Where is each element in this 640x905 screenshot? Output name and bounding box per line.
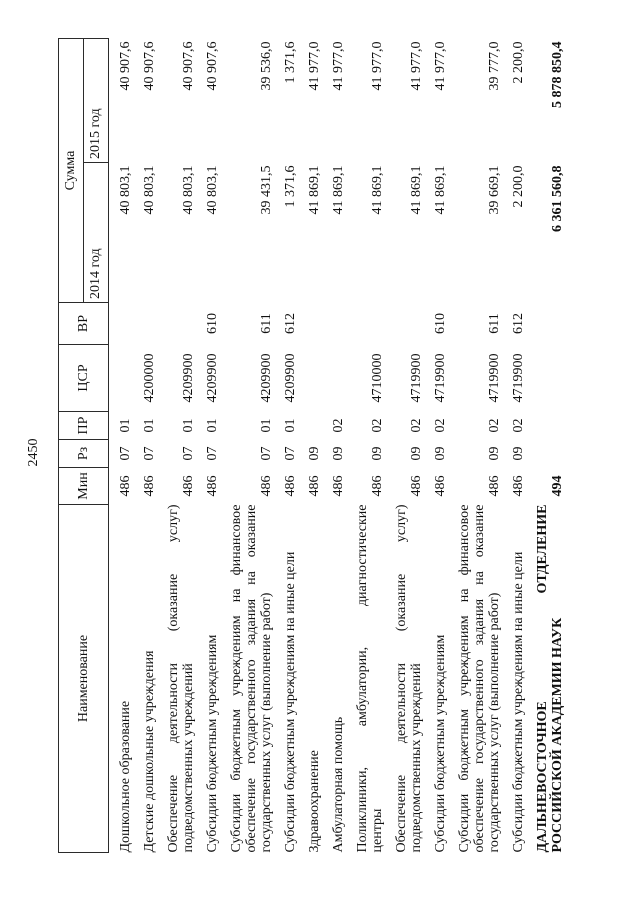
row-name xyxy=(196,505,220,853)
row-code-csr: 4719900 xyxy=(511,353,526,403)
row-name-line: Субсидии бюджетным учреждениям на финансовое xyxy=(457,504,472,853)
row-code-min: 486 xyxy=(511,475,526,497)
row-name xyxy=(322,505,346,853)
header-min: Мин xyxy=(59,468,109,505)
row-code-pr: 02 xyxy=(433,418,448,433)
row-sum-2015: 40 907,6 xyxy=(142,41,157,91)
row-code-csr: 4719900 xyxy=(409,353,424,403)
row-name-line: РОССИЙСКОЙ АКАДЕМИИ НАУК xyxy=(550,617,565,853)
row-sum-2014: 1 371,6 xyxy=(283,165,298,208)
row-code-vr: 612 xyxy=(283,313,298,334)
row-code-csr: 4209900 xyxy=(181,353,196,403)
row-code-csr: 4209900 xyxy=(259,353,274,403)
header-sum: Сумма xyxy=(59,39,84,303)
row-code-vr xyxy=(346,303,385,345)
table-body xyxy=(109,39,566,853)
row-sum-2015: 39 536,0 xyxy=(259,41,274,91)
row-name-line: подведомственных учреждений xyxy=(409,663,424,853)
row-sum-2014: 40 803,1 xyxy=(181,165,196,215)
row-sum-2015: 41 977,0 xyxy=(409,41,424,91)
row-code-min: 486 xyxy=(307,475,322,497)
row-code-pr: 01 xyxy=(118,418,133,433)
row-sum-2015: 41 977,0 xyxy=(370,41,385,91)
row-name xyxy=(274,505,298,853)
row-sum-2014: 41 869,1 xyxy=(331,165,346,215)
row-code-vr xyxy=(526,303,565,345)
row-name-line: центры xyxy=(370,808,385,853)
page-number: 2450 xyxy=(26,438,41,467)
row-code-rz xyxy=(526,440,565,468)
row-sum-2015: 1 371,6 xyxy=(283,41,298,84)
row-code-min: 486 xyxy=(118,475,133,497)
row-code-min: 494 xyxy=(550,475,565,497)
row-code-pr: 02 xyxy=(511,418,526,433)
row-sum-2014: 39 431,5 xyxy=(259,165,274,215)
row-code-pr xyxy=(298,412,322,440)
row-name-line: Амбулаторная помощь xyxy=(331,716,346,853)
row-name-line: Детские дошкольные учреждения xyxy=(142,650,157,853)
row-name-line: Субсидии бюджетным учреждениям на иные цели xyxy=(283,551,298,853)
row-code-csr xyxy=(298,345,322,412)
header-vr: ВР xyxy=(59,303,109,345)
row-code-pr: 01 xyxy=(181,418,196,433)
row-code-min: 486 xyxy=(331,475,346,497)
header-csr: ЦСР xyxy=(59,345,109,412)
row-code-pr: 02 xyxy=(370,418,385,433)
header-name: Наименование xyxy=(59,505,109,853)
row-code-csr: 4200000 xyxy=(142,353,157,403)
row-code-vr: 610 xyxy=(433,313,448,334)
row-code-vr: 611 xyxy=(487,313,502,334)
row-name xyxy=(448,505,502,853)
row-code-vr: 612 xyxy=(511,313,526,334)
row-name-line: обеспечение государственного задания на оказание xyxy=(472,504,487,853)
table-row xyxy=(322,39,346,853)
row-name-line: Субсидии бюджетным учреждениям xyxy=(205,634,220,853)
row-code-vr xyxy=(385,303,424,345)
table-row xyxy=(274,39,298,853)
table-row xyxy=(109,39,134,853)
row-code-min: 486 xyxy=(142,475,157,497)
row-name xyxy=(502,505,526,853)
row-name xyxy=(385,505,424,853)
row-sum-2014: 41 869,1 xyxy=(433,165,448,215)
row-code-pr: 02 xyxy=(409,418,424,433)
row-code-pr: 01 xyxy=(259,418,274,433)
row-name xyxy=(346,505,385,853)
row-code-min: 486 xyxy=(205,475,220,497)
row-name-line: подведомственных учреждений xyxy=(181,663,196,853)
row-name-line: Здравоохранение xyxy=(307,750,322,853)
row-code-min: 486 xyxy=(259,475,274,497)
row-name-line: государственных услуг (выполнение работ) xyxy=(259,592,274,853)
row-code-vr: 610 xyxy=(205,313,220,334)
row-sum-2015: 40 907,6 xyxy=(118,41,133,91)
table-row xyxy=(502,39,526,853)
row-code-rz: 09 xyxy=(487,446,502,461)
row-name xyxy=(424,505,448,853)
row-code-csr xyxy=(526,345,565,412)
row-code-rz: 07 xyxy=(142,446,157,461)
row-code-csr: 4719900 xyxy=(433,353,448,403)
row-code-rz: 09 xyxy=(307,446,322,461)
row-code-rz: 09 xyxy=(370,446,385,461)
table-row xyxy=(424,39,448,853)
table-row xyxy=(133,39,157,853)
row-name-line: Субсидии бюджетным учреждениям xyxy=(433,634,448,853)
row-code-min: 486 xyxy=(283,475,298,497)
row-name xyxy=(220,505,274,853)
row-code-csr xyxy=(322,345,346,412)
row-code-rz: 07 xyxy=(283,446,298,461)
row-sum-2015: 41 977,0 xyxy=(433,41,448,91)
table-row xyxy=(346,39,385,853)
row-name xyxy=(526,505,565,853)
row-name-line: Субсидии бюджетным учреждениям на финансовое xyxy=(229,504,244,853)
row-code-vr xyxy=(109,303,134,345)
row-code-csr xyxy=(109,345,134,412)
row-code-min: 486 xyxy=(370,475,385,497)
row-code-pr xyxy=(526,412,565,440)
row-sum-2014: 41 869,1 xyxy=(370,165,385,215)
row-sum-2015: 41 977,0 xyxy=(331,41,346,91)
row-name-line: обеспечение государственного задания на оказание xyxy=(244,504,259,853)
row-name xyxy=(109,505,134,853)
row-code-vr xyxy=(322,303,346,345)
table-row xyxy=(298,39,322,853)
row-code-pr: 02 xyxy=(487,418,502,433)
table-row xyxy=(220,39,274,853)
row-sum-2015: 40 907,6 xyxy=(181,41,196,91)
row-name xyxy=(298,505,322,853)
row-code-rz: 09 xyxy=(433,446,448,461)
budget-table xyxy=(58,38,565,853)
row-sum-2014: 41 869,1 xyxy=(307,165,322,215)
header-year-2015: 2015 год xyxy=(84,39,109,163)
row-sum-2014: 40 803,1 xyxy=(142,165,157,215)
table-row xyxy=(385,39,424,853)
table-row xyxy=(448,39,502,853)
row-code-rz: 09 xyxy=(331,446,346,461)
row-code-csr: 4209900 xyxy=(205,353,220,403)
row-sum-2015: 5 878 850,4 xyxy=(550,41,565,108)
row-name-line: Дошкольное образование xyxy=(118,700,133,853)
row-code-vr xyxy=(157,303,196,345)
row-name-line: Обеспечение деятельности (оказание услуг) xyxy=(394,504,409,853)
row-name xyxy=(133,505,157,853)
row-sum-2015: 40 907,6 xyxy=(205,41,220,91)
row-name-line: государственных услуг (выполнение работ) xyxy=(487,592,502,853)
row-sum-2014: 2 200,0 xyxy=(511,165,526,208)
row-code-vr: 611 xyxy=(259,313,274,334)
row-code-min: 486 xyxy=(433,475,448,497)
row-code-rz: 07 xyxy=(118,446,133,461)
row-code-csr: 4719900 xyxy=(487,353,502,403)
header-rz: Рз xyxy=(59,440,109,468)
row-code-vr xyxy=(133,303,157,345)
row-code-min: 486 xyxy=(487,475,502,497)
row-code-min: 486 xyxy=(409,475,424,497)
row-sum-2015: 2 200,0 xyxy=(511,41,526,84)
row-sum-2015: 41 977,0 xyxy=(307,41,322,91)
row-code-rz: 07 xyxy=(205,446,220,461)
table-header xyxy=(59,39,109,853)
row-name-line: ДАЛЬНЕВОСТОЧНОЕ ОТДЕЛЕНИЕ xyxy=(535,504,550,853)
row-code-csr: 4710000 xyxy=(370,353,385,403)
row-code-rz: 07 xyxy=(181,446,196,461)
row-code-pr: 01 xyxy=(205,418,220,433)
table-row xyxy=(196,39,220,853)
row-name xyxy=(157,505,196,853)
row-code-rz: 09 xyxy=(409,446,424,461)
row-code-pr: 02 xyxy=(331,418,346,433)
row-code-csr: 4209900 xyxy=(283,353,298,403)
row-code-rz: 07 xyxy=(259,446,274,461)
header-year-2014: 2014 год xyxy=(84,163,109,303)
header-pr: ПР xyxy=(59,412,109,440)
row-code-vr xyxy=(298,303,322,345)
row-name-line: Обеспечение деятельности (оказание услуг) xyxy=(166,504,181,853)
row-code-min: 486 xyxy=(181,475,196,497)
row-sum-2015: 39 777,0 xyxy=(487,41,502,91)
row-sum-2014: 6 361 560,8 xyxy=(550,165,565,232)
table-row xyxy=(526,39,565,853)
row-sum-2014: 40 803,1 xyxy=(205,165,220,215)
row-sum-2014: 39 669,1 xyxy=(487,165,502,215)
row-sum-2014: 41 869,1 xyxy=(409,165,424,215)
table-row xyxy=(157,39,196,853)
row-name-line: Поликлиники, амбулатории, диагностические xyxy=(355,504,370,853)
row-code-pr: 01 xyxy=(142,418,157,433)
row-code-pr: 01 xyxy=(283,418,298,433)
row-code-rz: 09 xyxy=(511,446,526,461)
row-sum-2014: 40 803,1 xyxy=(118,165,133,215)
row-name-line: Субсидии бюджетным учреждениям на иные цели xyxy=(511,551,526,853)
